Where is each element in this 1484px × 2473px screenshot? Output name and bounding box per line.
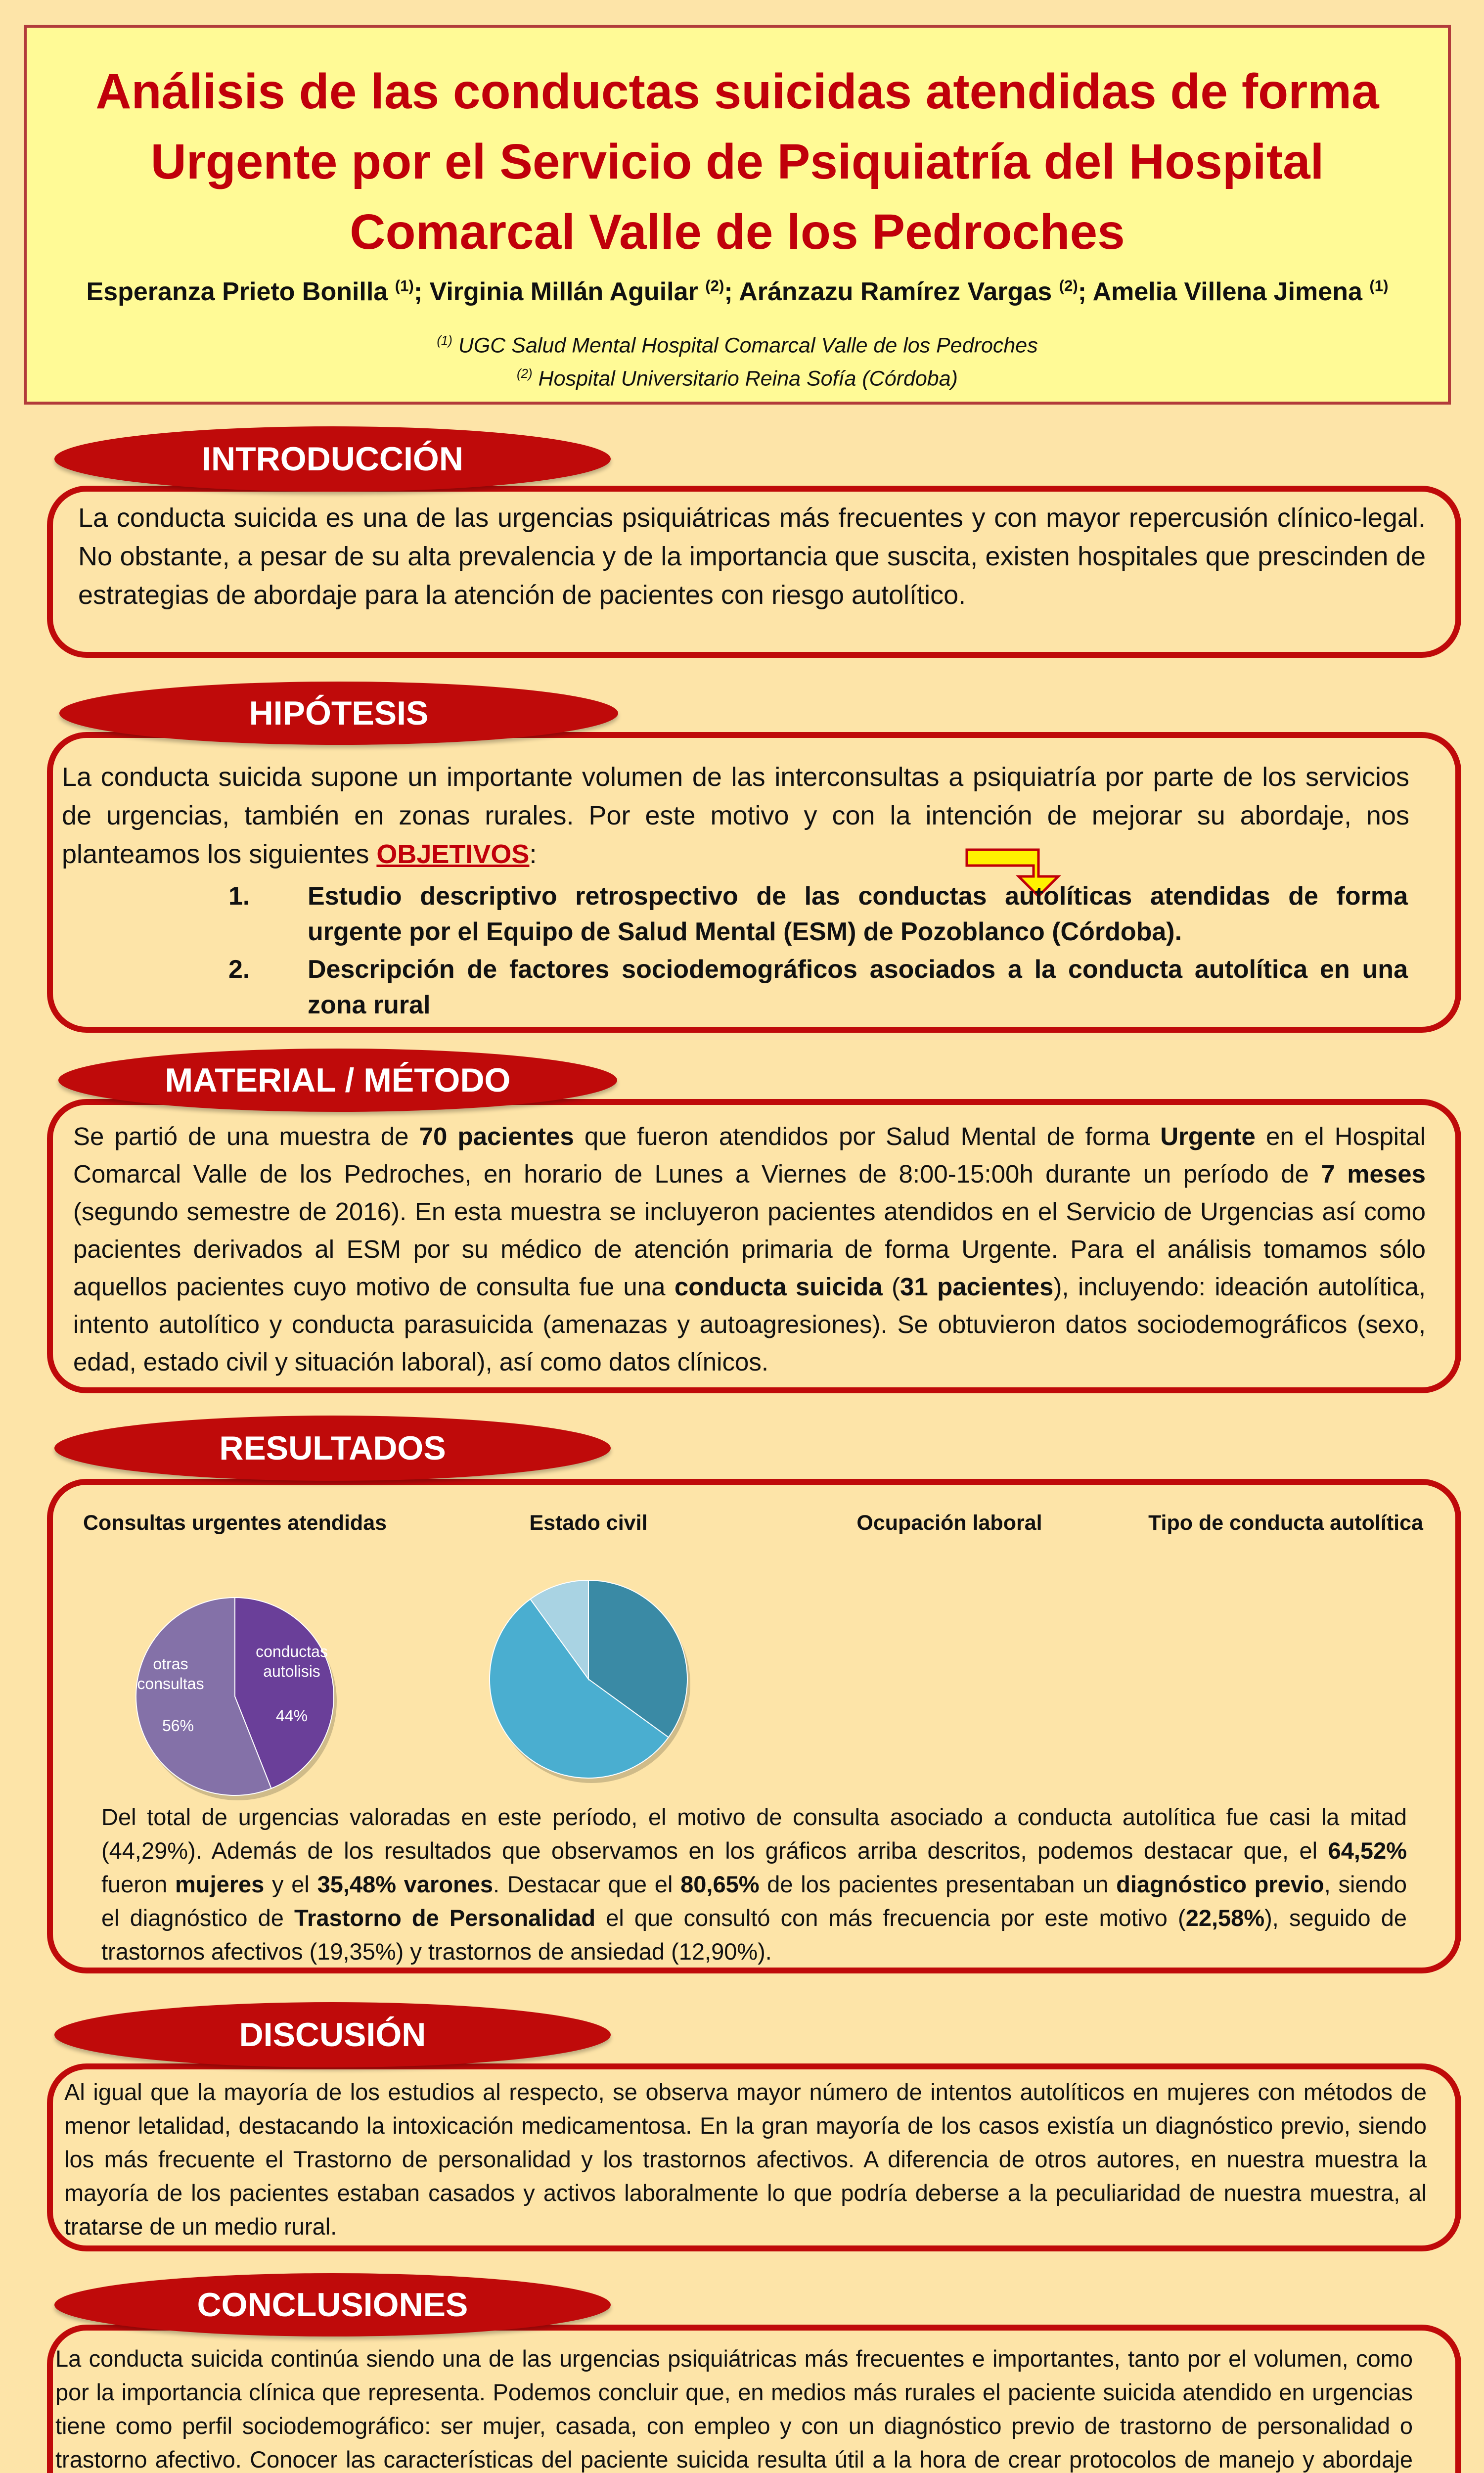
text-run: ), seguido de trastornos afectivos (19,35%) y trastornos de ansiedad (12,90%). (101, 1905, 1407, 1965)
discusion-heading: DISCUSIÓN (54, 2002, 611, 2067)
highlight: 7 meses (1321, 1160, 1426, 1188)
objective-item (228, 952, 1408, 1023)
resultados-heading: RESULTADOS (54, 1416, 611, 1481)
author-affiliation-mark: (2) (705, 277, 724, 295)
author-list: Esperanza Prieto Bonilla $^{(1)}$; Virginia Millán Aguilar $^{(2)}$; Aránzazu Ramírez Vargas $^{(2)}$; Amelia Villena Jimena $^{(1)}$ (86, 277, 1389, 306)
poster-title: Análisis de las conductas suicidas atendidas de forma Urgente por el Servicio de Psiquiatría del Hospital Comarcal Valle de los Pedroches (95, 64, 1379, 260)
objective-text: Descripción de factores sociodemográficos asociados a la conducta autolítica en una zona rural (308, 955, 1408, 1019)
highlight: 64,52% (1328, 1837, 1407, 1864)
highlight: 31 pacientes (900, 1273, 1054, 1301)
metodo-heading: MATERIAL / MÉTODO (58, 1049, 617, 1112)
text-run: ( (882, 1273, 900, 1301)
text-run: , siendo el diagnóstico de (101, 1871, 1407, 1931)
objectives-list (228, 878, 1408, 1025)
text-run: fueron (101, 1871, 176, 1897)
text-run: . Destacar que el (493, 1871, 681, 1897)
objetivos-label: OBJETIVOS (376, 839, 530, 869)
author: Esperanza Prieto Bonilla (86, 277, 388, 306)
pie-label-text: otras (153, 1655, 188, 1673)
pie-label-text: consultas (137, 1675, 204, 1693)
highlight: 35,48% varones (317, 1871, 494, 1897)
hipotesis-heading: HIPÓTESIS (59, 682, 618, 745)
text-run: que fueron atendidos por Salud Mental de forma (574, 1122, 1161, 1150)
highlight: Urgente (1160, 1122, 1256, 1150)
chart-title-tipo-conducta: Tipo de conducta autolítica (1148, 1511, 1423, 1535)
affiliation-mark: (2) (517, 367, 533, 381)
text-run: (segundo semestre de 2016). En esta muestra se incluyeron pacientes atendidos en el Servicio de Urgencias así como pacientes derivados al ESM por su médico de atención primaria de forma Urgente. Para el análisis tomamos sólo aquellos pacientes cuyo motivo de consulta fue una (73, 1197, 1426, 1301)
intro-text: La conducta suicida es una de las urgencias psiquiátricas más frecuentes y con mayor repercusión clínico-legal. No obstante, a pesar de su alta prevalencia y de la importancia que suscita, existen hospitales que prescinden de estrategias de abordaje para la atención de pacientes con riesgo autolítico. (78, 503, 1426, 610)
affiliations (27, 326, 1448, 393)
author: Amelia Villena Jimena (1092, 277, 1362, 306)
author-affiliation-mark: (1) (395, 277, 414, 295)
hipotesis-text (62, 758, 1409, 873)
text-run: el que consultó con más frecuencia por este motivo ( (595, 1905, 1186, 1931)
discusion-text: Al igual que la mayoría de los estudios al respecto, se observa mayor número de intentos autolíticos en mujeres con métodos de menor letalidad, destacando la intoxicación medicamentosa. En la gran mayoría de los casos existía un diagnóstico previo, siendo los más frecuente el Trastorno de personalidad y los trastornos afectivos. A diferencia de otros autores, en nuestra muestra la mayoría de los pacientes estaban casados y activos laboralmente lo que podría deberse a la peculiaridad de nuestra muestra, al tratarse de un medio rural. (64, 2079, 1427, 2240)
conclusiones-text: La conducta suicida continúa siendo una de las urgencias psiquiátricas más frecuentes e importantes, tanto por el volumen, como por la importancia clínica que representa. Podemos concluir que, en medios más rurales el paciente suicida atendido en urgencias tiene como perfil sociodemográfico: ser mujer, casada, con empleo y con un diagnóstico previo de trastorno de personalidad o trastorno afectivo. Conocer las características del paciente suicida resulta útil a la hora de crear protocolos de manejo y abordaje (55, 2345, 1413, 2473)
author-affiliation-mark: (2) (1059, 277, 1078, 295)
text-run: Del total de urgencias valoradas en este período, el motivo de consulta asociado a conducta autolítica fue casi la mitad (44,29%). Además de los resultados que observamos en los gráficos arriba descritos, podemos destacar que, el (101, 1804, 1407, 1864)
hipotesis-body: La conducta suicida supone un importante volumen de las interconsultas a psiquiatría por parte de los servicios de urgencias, también en zonas rurales. Por este motivo y con la intención de mejorar su abordaje, nos planteamos los siguientes (62, 762, 1409, 869)
text-run: en el Hospital Comarcal Valle de los Pedroches, en horario de Lunes a Viernes de 8:00-15:00h durante un período de (73, 1122, 1426, 1188)
objective-text: Estudio descriptivo retrospectivo de las conductas autolíticas atendidas de forma urgente por el Equipo de Salud Mental (ESM) de Pozoblanco (Córdoba). (308, 882, 1408, 946)
author-affiliation-mark: (1) (1369, 277, 1389, 295)
highlight: diagnóstico previo (1116, 1871, 1324, 1897)
text-run: y el (264, 1871, 317, 1897)
title-block (24, 25, 1451, 405)
affiliation-text: Hospital Universitario Reina Sofía (Córdoba) (532, 366, 958, 391)
highlight: 22,58% (1185, 1905, 1265, 1931)
chart-title-ocupacion: Ocupación laboral (856, 1511, 1042, 1535)
objective-item (228, 878, 1408, 950)
chart-title-consultas: Consultas urgentes atendidas (83, 1511, 387, 1535)
affiliation-2 (27, 360, 1448, 393)
text-run: Se partió de una muestra de (73, 1122, 419, 1150)
highlight: conducta suicida (674, 1273, 883, 1301)
affiliation-text: UGC Salud Mental Hospital Comarcal Valle de los Pedroches (452, 333, 1038, 358)
highlight: 70 pacientes (419, 1122, 574, 1150)
affiliation-mark: (1) (437, 334, 452, 348)
objective-number: 1. (228, 882, 250, 911)
highlight: Trastorno de Personalidad (294, 1905, 596, 1931)
pie-charts (0, 1479, 1484, 1825)
objective-number: 2. (228, 955, 250, 984)
pie-label-text: conductas (256, 1643, 328, 1660)
author: Virginia Millán Aguilar (429, 277, 698, 306)
author: Aránzazu Ramírez Vargas (739, 277, 1052, 306)
affiliation-1 (27, 326, 1448, 360)
resultados-text (101, 1800, 1407, 1969)
pie-percent: 44% (275, 1707, 308, 1725)
highlight: 80,65% (680, 1871, 760, 1897)
intro-heading: INTRODUCCIÓN (54, 426, 611, 492)
chart-title-estado-civil: Estado civil (529, 1511, 648, 1535)
pie-label-text: autolisis (263, 1662, 320, 1680)
conclusiones-heading: CONCLUSIONES (54, 2273, 611, 2336)
text-run: ), incluyendo: ideación autolítica, intento autolítico y conducta parasuicida (amenazas y autoagresiones). Se obtuvieron datos sociodemográficos (sexo, edad, estado civil y situación laboral), así como datos clínicos. (73, 1273, 1426, 1376)
text-run: de los pacientes presentaban un (759, 1871, 1117, 1897)
metodo-text (73, 1118, 1426, 1381)
highlight: mujeres (175, 1871, 265, 1897)
objetivos-colon: : (529, 839, 537, 869)
pie-percent: 56% (162, 1717, 194, 1735)
